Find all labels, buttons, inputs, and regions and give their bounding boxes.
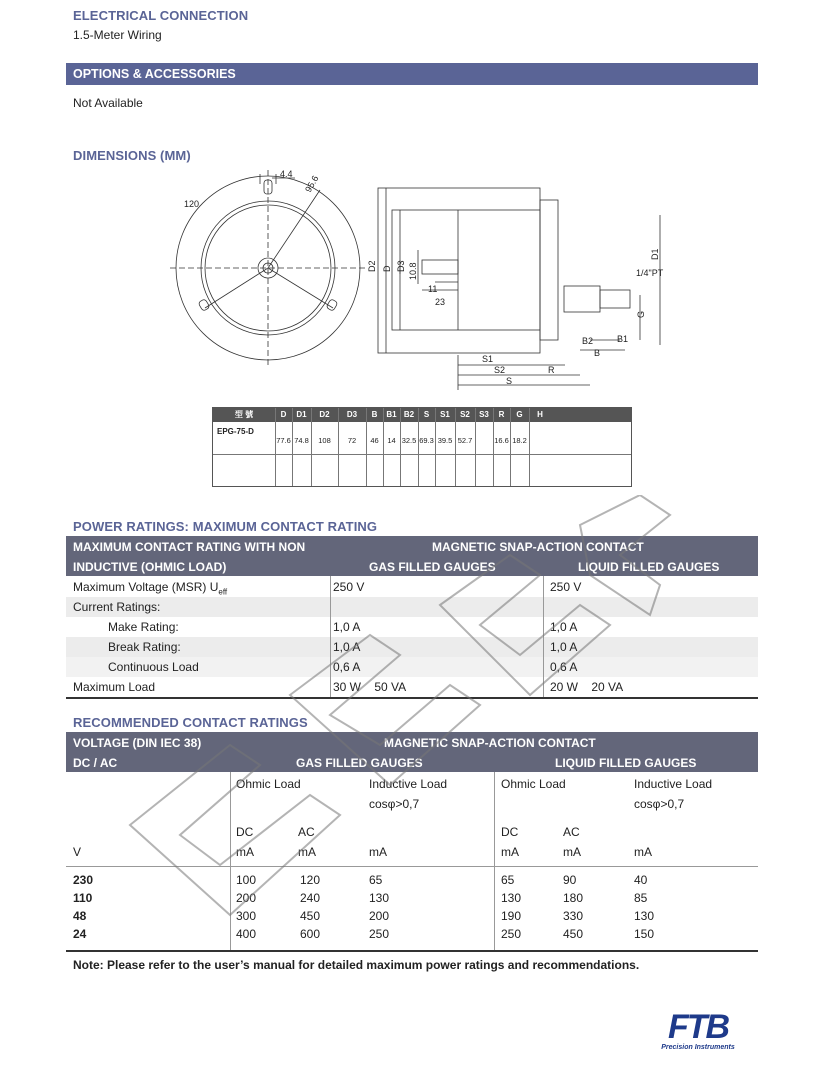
power-header-left-2: INDUCTIVE (OHMIC LOAD): [73, 560, 227, 574]
power-row-label: Current Ratings:: [73, 600, 161, 614]
dim-header-5: B: [371, 410, 378, 419]
rec-row-gas-value: 130: [369, 891, 390, 905]
rec-row-gas-value: 250: [369, 927, 390, 941]
mounting-slot-right: [326, 299, 338, 312]
rec-row-liquid-value: 250: [501, 927, 522, 941]
mounting-slot-left: [198, 299, 210, 312]
dimensions-title: DIMENSIONS (MM): [73, 148, 191, 163]
power-row-liquid: 0,6 A: [550, 660, 578, 674]
dim-B1: B1: [617, 334, 629, 344]
gas-dc-unit: mA: [236, 845, 254, 859]
dim-10-8: 10.8: [408, 262, 418, 280]
dim-header-8: S: [423, 410, 430, 419]
rec-row-liquid-value: 190: [501, 909, 522, 923]
dim-value-10: 52.7: [457, 436, 473, 445]
dim-value-13: 18.2: [512, 436, 527, 445]
recommended-header-mid: MAGNETIC SNAP-ACTION CONTACT: [384, 736, 596, 750]
dim-23: 23: [435, 297, 446, 307]
recommended-title: RECOMMENDED CONTACT RATINGS: [73, 715, 308, 730]
power-title: POWER RATINGS: MAXIMUM CONTACT RATING: [73, 519, 378, 534]
power-row-label: Break Rating:: [108, 640, 181, 654]
dim-value-3: 108: [318, 436, 331, 445]
dim-header-11: S3: [479, 410, 489, 419]
logo-mark: FTB: [667, 1008, 729, 1046]
gas-cos-label: cosφ>0,7: [369, 797, 420, 811]
power-row-liquid: 250 V: [550, 580, 582, 594]
rec-row-voltage: 24: [73, 927, 87, 941]
rec-row-gas-value: 240: [300, 891, 321, 905]
dim-header-2: D1: [296, 410, 307, 419]
gas-ind-unit: mA: [369, 845, 387, 859]
rec-row-voltage: 48: [73, 909, 87, 923]
power-header-mid: MAGNETIC SNAP-ACTION CONTACT: [432, 540, 644, 554]
gas-ac-label: AC: [298, 825, 315, 839]
rec-row-gas-value: 600: [300, 927, 321, 941]
dim-S2: S2: [494, 365, 506, 375]
dim-header-6: B1: [386, 410, 397, 419]
power-row-gas: 250 V: [333, 580, 365, 594]
gas-dc-label: DC: [236, 825, 254, 839]
dim-value-4: 72: [347, 436, 357, 445]
rec-row-liquid-value: 330: [563, 909, 584, 923]
company-logo: [648, 1010, 748, 1051]
rec-row-liquid-value: 150: [634, 927, 655, 941]
rec-row-gas-value: 65: [369, 873, 383, 887]
rec-row-voltage: 230: [73, 873, 94, 887]
liq-ohmic-label: Ohmic Load: [501, 777, 566, 791]
power-header-liquid: LIQUID FILLED GAUGES: [578, 560, 720, 574]
dim-pt: 1/4"PT: [636, 268, 664, 278]
rec-row-liquid-value: 450: [563, 927, 584, 941]
power-header-left-1: MAXIMUM CONTACT RATING WITH NON: [73, 540, 306, 554]
dim-120: 120: [184, 199, 200, 209]
dim-value-12: 16.6: [494, 436, 509, 445]
dim-D3: D3: [396, 260, 406, 272]
power-row-label: Maximum Voltage (MSR) $U_{eff}$: [73, 580, 228, 597]
liq-dc-unit: mA: [501, 845, 519, 859]
dim-value-1: 77.6: [276, 436, 291, 445]
power-row-liquid: 1,0 A: [550, 640, 578, 654]
dim-95-6: 95.6: [303, 173, 321, 194]
rec-row-liquid-value: 65: [501, 873, 515, 887]
rec-row-gas-value: 400: [236, 927, 257, 941]
rec-row-gas-value: 120: [300, 873, 321, 887]
dim-header-10: S2: [460, 410, 470, 419]
power-row-gas: 30 W 50 VA: [333, 680, 407, 694]
process-connection: [564, 286, 600, 312]
dim-header-4: D3: [346, 410, 358, 419]
rec-row-gas-value: 200: [236, 891, 257, 905]
dim-header-7: B2: [403, 410, 415, 419]
liq-ac-unit: mA: [563, 845, 581, 859]
dimension-model: EPG-75-D: [217, 427, 254, 436]
dim-S1: S1: [482, 354, 494, 364]
dim-value-7: 32.5: [401, 436, 417, 445]
power-row-liquid: 20 W 20 VA: [550, 680, 624, 694]
electrical-value: 1.5-Meter Wiring: [73, 28, 162, 42]
dim-value-2: 74.8: [294, 436, 309, 445]
options-value: Not Available: [73, 96, 143, 110]
rec-row-voltage: 110: [73, 891, 93, 905]
dim-header-0: 型 號: [234, 410, 254, 419]
dim-11: 11: [428, 284, 438, 294]
recommended-header-gas: GAS FILLED GAUGES: [296, 756, 423, 770]
rec-row-liquid-value: 130: [634, 909, 655, 923]
liq-inductive-label: Inductive Load: [634, 777, 713, 791]
recommended-header-left-2: DC / AC: [73, 756, 118, 770]
dim-header-3: D2: [319, 410, 330, 419]
dim-R: R: [548, 365, 555, 375]
dim-D1: D1: [650, 248, 660, 260]
rec-row-liquid-value: 130: [501, 891, 522, 905]
power-row-label: Continuous Load: [108, 660, 199, 674]
gas-ohmic-label: Ohmic Load: [236, 777, 301, 791]
dim-header-1: D: [280, 410, 287, 419]
dim-B2: B2: [582, 336, 594, 346]
options-title: OPTIONS & ACCESSORIES: [66, 63, 758, 85]
rec-row-liquid-value: 40: [634, 873, 648, 887]
power-row-label: Maximum Load: [73, 680, 156, 694]
power-row-gas: 1,0 A: [333, 640, 361, 654]
rec-row-gas-value: 300: [236, 909, 257, 923]
dim-value-5: 46: [370, 436, 379, 445]
gas-ac-unit: mA: [298, 845, 316, 859]
logo-tagline: Precision Instruments: [661, 1044, 735, 1051]
footnote: Note: Please refer to the user’s manual for detailed maximum power ratings and recommendations.: [73, 958, 640, 972]
electrical-title: ELECTRICAL CONNECTION: [73, 8, 249, 23]
dim-D2: D2: [367, 260, 377, 272]
dim-S: S: [506, 376, 513, 386]
dim-header-14: H: [537, 410, 543, 419]
rec-row-liquid-value: 85: [634, 891, 648, 905]
dim-B: B: [594, 348, 601, 358]
rec-row-liquid-value: 90: [563, 873, 577, 887]
power-row-liquid: 1,0 A: [550, 620, 578, 634]
dim-value-6: 14: [387, 436, 396, 445]
dim-D: D: [382, 265, 392, 272]
dim-header-13: G: [516, 410, 523, 419]
rec-row-gas-value: 100: [236, 873, 257, 887]
cable-gland: [422, 260, 458, 274]
power-header-gas: GAS FILLED GAUGES: [369, 560, 496, 574]
dim-value-9: 39.5: [437, 436, 453, 445]
liq-ac-label: AC: [563, 825, 580, 839]
dim-4-4: 4.4: [280, 169, 293, 179]
liq-ind-unit: mA: [634, 845, 652, 859]
liq-dc-label: DC: [501, 825, 519, 839]
power-row-gas: 0,6 A: [333, 660, 361, 674]
dim-header-9: S1: [440, 410, 450, 419]
power-row-gas: 1,0 A: [333, 620, 361, 634]
dim-value-8: 69.3: [419, 436, 434, 445]
rec-row-liquid-value: 180: [563, 891, 584, 905]
rec-row-gas-value: 450: [300, 909, 321, 923]
dim-G: G: [636, 310, 646, 318]
gas-inductive-label: Inductive Load: [369, 777, 448, 791]
recommended-header-liquid: LIQUID FILLED GAUGES: [555, 756, 697, 770]
dim-header-12: R: [498, 410, 505, 419]
liq-cos-label: cosφ>0,7: [634, 797, 685, 811]
dimension-drawing: [160, 160, 680, 395]
rec-row-gas-value: 200: [369, 909, 390, 923]
dimension-table: [212, 407, 632, 487]
unit-v: V: [73, 845, 82, 859]
power-row-label: Make Rating:: [108, 620, 179, 634]
recommended-header-left-1: VOLTAGE (DIN IEC 38): [73, 736, 202, 750]
